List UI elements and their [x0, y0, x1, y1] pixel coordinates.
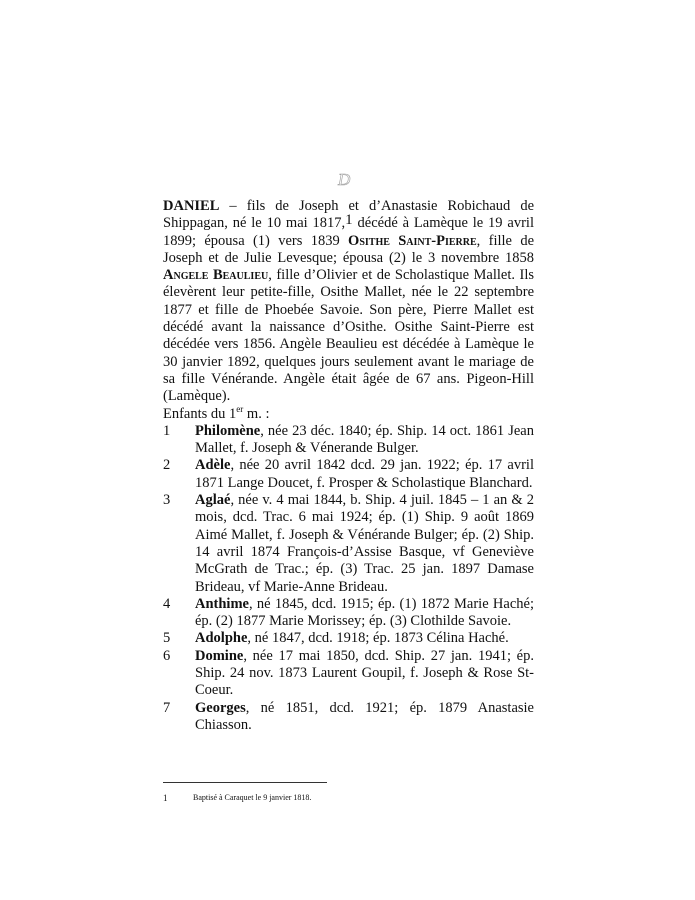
spouse-1: Osithe Saint-Pierre: [348, 232, 477, 249]
heading-suffix: m. :: [243, 405, 270, 422]
child-number: 4: [163, 595, 171, 612]
child-text: [195, 492, 534, 596]
child-item: [163, 492, 534, 596]
child-number: 1: [163, 422, 171, 439]
child-text: [195, 648, 534, 700]
child-details: , né 1851, dcd. 1921; ép. 1879 Anastasie Chiasson.: [195, 699, 534, 733]
child-details: , née 23 déc. 1840; ép. Ship. 14 oct. 1861 Jean Mallet, f. Joseph & Vénerande Bulger.: [195, 422, 534, 457]
child-number: 2: [163, 457, 171, 474]
child-number: 5: [163, 630, 171, 647]
entry-name: DANIEL: [163, 198, 220, 214]
heading-prefix: Enfants du 1: [163, 405, 237, 422]
heading-sup: er: [236, 403, 244, 414]
footnote-area: [163, 782, 534, 803]
entry-text: , fille d’Olivier et de Scholastique Mallet. Ils élevèrent leur petite-fille, Osithe Mallet, née le 22 septembre 1877 et fille de Phoebée Savoie. Son père, Pierre Mallet est décédé avant la naissance d’Osithe. Osithe Saint-Pierre est décédée vers 1856. Angèle Beaulieu est décédée à Lamèque le 30 janvier 1892, quelques jours seulement avant le mariage de sa fille Vénérande. Angèle était âgée de 67 ans. Pigeon-Hill (Lamèque).: [163, 267, 534, 405]
entry-text: décédé à Lamèque le 19 avril 1899; épousa (1) vers 1839: [163, 215, 534, 249]
entry-body: [163, 198, 534, 734]
child-details: , né 1847, dcd. 1918; ép. 1873 Célina Haché.: [247, 630, 509, 647]
footnote-number: 1: [163, 793, 168, 804]
child-details: , née 20 avril 1842 dcd. 29 jan. 1922; ép. 17 avril 1871 Lange Doucet, f. Prosper & Scholastique Blanchard.: [195, 457, 534, 491]
footnote: [163, 793, 534, 803]
footnote-divider: [163, 782, 327, 783]
child-item: [163, 457, 534, 492]
child-details: , née v. 4 mai 1844, b. Ship. 4 juil. 1845 – 1 an & 2 mois, dcd. Trac. 6 mai 1924; ép. (1) Ship. 9 août 1869 Aimé Mallet, f. Joseph & Vénérande Bulger; ép. (2) Ship. 14 avril 1874 François-d’Assise Basque, vf Geneviève McGrath de Trac.; ép. (3) Trac. 25 jan. 1897 Damase Brideau, vf Marie-Anne Brideau.: [195, 492, 534, 595]
children-list: [163, 423, 534, 734]
child-name: Adolphe: [195, 630, 248, 647]
footnote-text: Baptisé à Caraquet le 9 janvier 1818.: [193, 793, 312, 803]
spouse-2: Angele Beaulieu: [163, 267, 269, 284]
child-item: [163, 596, 534, 631]
child-text: [195, 630, 534, 647]
child-name: Aglaé: [195, 492, 231, 509]
child-item: [163, 630, 534, 647]
child-number: 3: [163, 492, 171, 509]
footnote-ref[interactable]: 1: [345, 212, 353, 229]
child-name: Adèle: [195, 457, 231, 474]
child-number: 6: [163, 647, 171, 664]
child-text: [195, 700, 534, 735]
child-details: , né 1845, dcd. 1915; ép. (1) 1872 Marie Haché; ép. (2) 1877 Marie Morissey; ép. (3) Clothilde Savoie.: [195, 595, 534, 630]
child-text: [195, 457, 534, 492]
child-text: [195, 423, 534, 458]
child-name: Domine: [195, 647, 244, 664]
entry-text: , fille de Joseph et de Julie Levesque; épousa (2) le 3 novembre 1858: [163, 232, 535, 266]
section-letter: D: [338, 170, 351, 189]
child-name: Anthime: [195, 595, 249, 612]
child-item: [163, 648, 534, 700]
child-number: 7: [163, 699, 171, 716]
child-details: , née 17 mai 1850, dcd. Ship. 27 jan. 1941; ép. Ship. 24 nov. 1873 Laurent Goupil, f. Joseph & Rose St-Coeur.: [195, 647, 534, 699]
page-content: [163, 198, 534, 803]
child-item: [163, 700, 534, 735]
child-text: [195, 596, 534, 631]
children-heading: [163, 403, 534, 423]
entry-text: – fils de Joseph et d’Anastasie Robichaud de Shippagan, né le 10 mai 1817,: [163, 198, 534, 232]
child-name: Philomène: [195, 422, 261, 439]
entry-paragraph: [163, 198, 534, 406]
child-item: [163, 423, 534, 458]
child-name: Georges: [195, 699, 246, 716]
